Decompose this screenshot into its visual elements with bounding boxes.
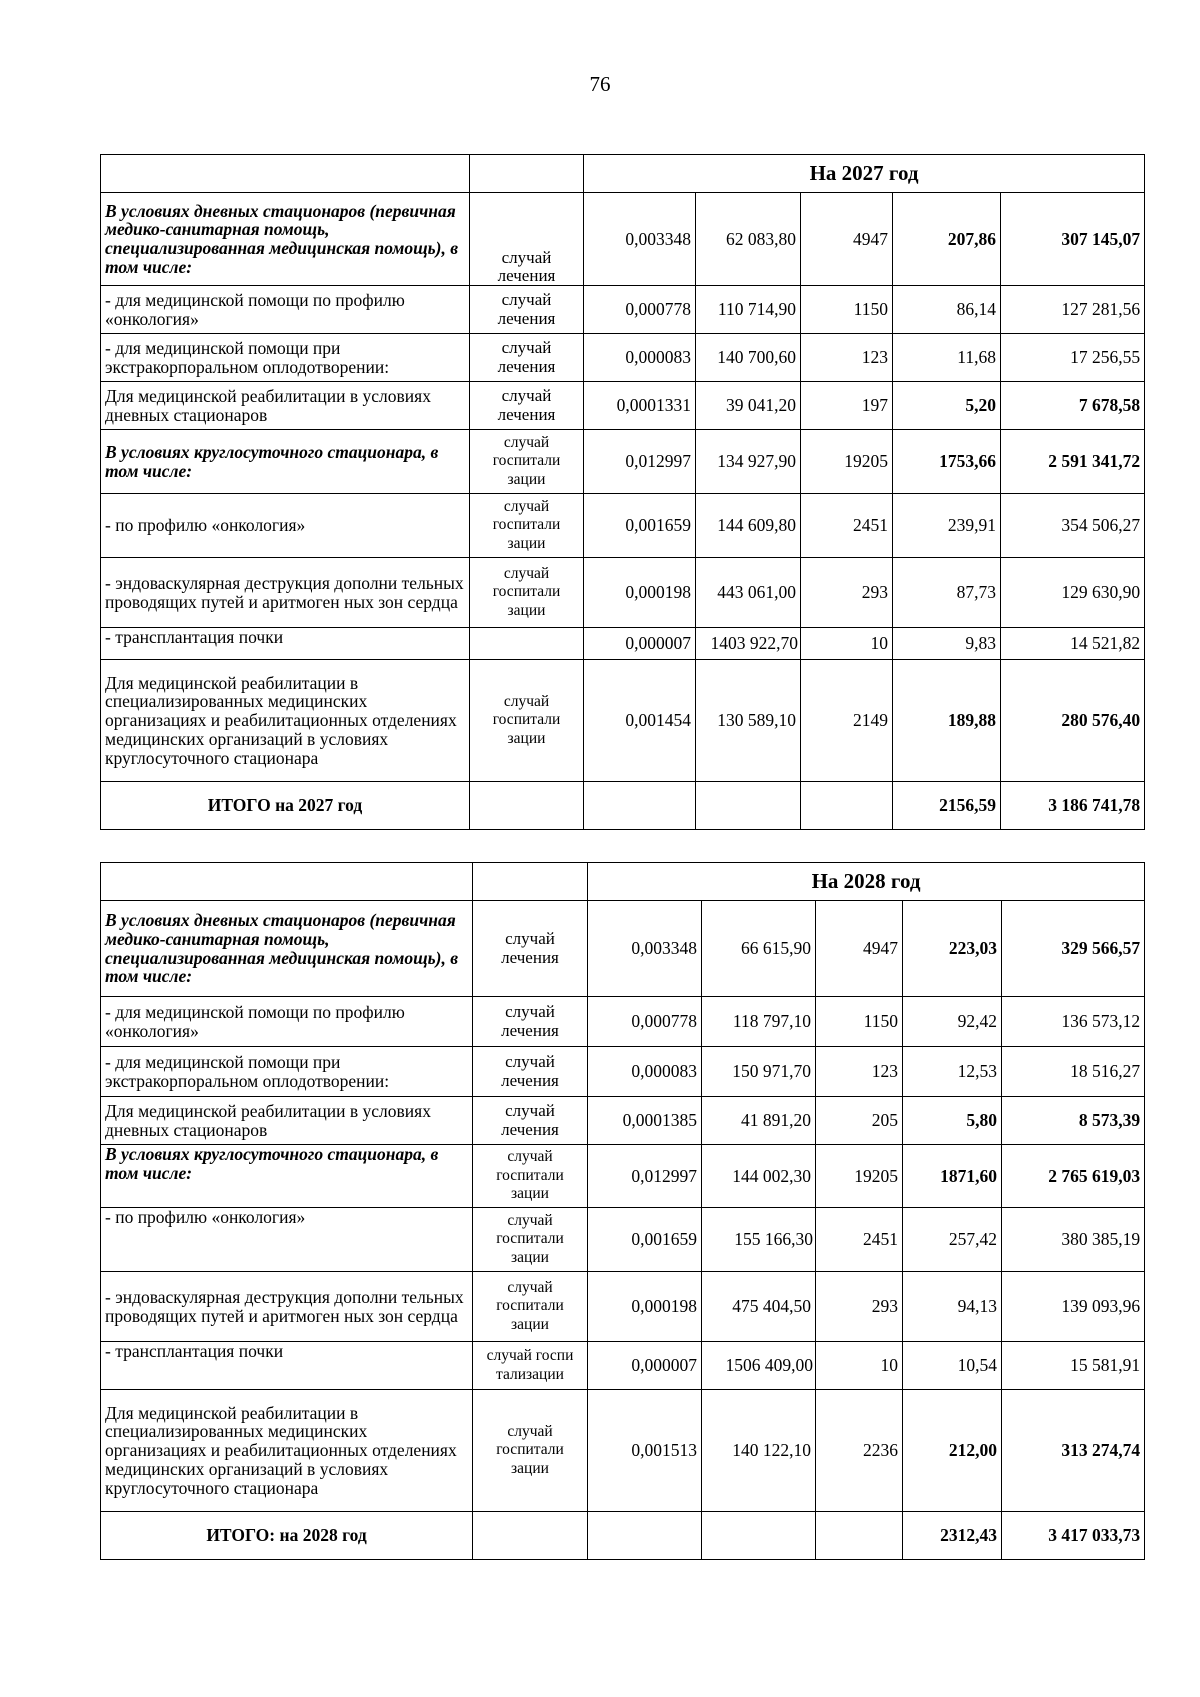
table-row xyxy=(101,997,1145,1047)
row-cost: 62 083,80 xyxy=(696,193,801,286)
row-name: - для медицинской помощи при экстракорпоральном оплодотворении: xyxy=(101,334,470,382)
header-empty-cell xyxy=(101,863,473,901)
empty-cell xyxy=(801,782,893,830)
row-rate: 0,000198 xyxy=(584,558,696,628)
header-empty-cell xyxy=(470,155,584,193)
row-volume: 2451 xyxy=(816,1208,903,1272)
row-total: 127 281,56 xyxy=(1001,286,1145,334)
row-name: - трансплантация почки xyxy=(101,628,470,660)
row-rate: 0,001659 xyxy=(588,1208,702,1272)
row-rate: 0,012997 xyxy=(584,430,696,494)
row-rate: 0,000778 xyxy=(584,286,696,334)
row-total: 313 274,74 xyxy=(1002,1390,1145,1512)
row-rate: 0,001659 xyxy=(584,494,696,558)
row-unit: случай лечения xyxy=(473,1047,588,1097)
row-per-capita: 10,54 xyxy=(903,1342,1002,1390)
page-number: 76 xyxy=(589,72,611,96)
total-amount: 3 417 033,73 xyxy=(1002,1512,1145,1560)
year-header: На 2028 год xyxy=(588,863,1145,901)
row-per-capita: 257,42 xyxy=(903,1208,1002,1272)
row-cost: 118 797,10 xyxy=(702,997,816,1047)
row-volume: 2236 xyxy=(816,1390,903,1512)
row-volume: 19205 xyxy=(801,430,893,494)
row-total: 280 576,40 xyxy=(1001,660,1145,782)
row-total: 7 678,58 xyxy=(1001,382,1145,430)
table-row xyxy=(101,494,1145,558)
table-row xyxy=(101,1390,1145,1512)
table-row xyxy=(101,1097,1145,1145)
row-volume: 1150 xyxy=(801,286,893,334)
empty-cell xyxy=(473,1512,588,1560)
row-cost: 39 041,20 xyxy=(696,382,801,430)
row-name: В условиях круглосуточного стационара, в том числе: xyxy=(101,1145,473,1208)
row-rate: 0,003348 xyxy=(588,901,702,997)
row-name: - эндоваскулярная деструкция дополни тельных проводящих путей и аритмоген ных зон сердца xyxy=(101,558,470,628)
empty-cell xyxy=(470,782,584,830)
row-per-capita: 92,42 xyxy=(903,997,1002,1047)
row-total: 380 385,19 xyxy=(1002,1208,1145,1272)
row-per-capita: 1753,66 xyxy=(893,430,1001,494)
table-row xyxy=(101,334,1145,382)
row-total: 354 506,27 xyxy=(1001,494,1145,558)
row-cost: 140 122,10 xyxy=(702,1390,816,1512)
row-cost: 110 714,90 xyxy=(696,286,801,334)
empty-cell xyxy=(696,782,801,830)
row-rate: 0,000083 xyxy=(584,334,696,382)
row-unit: случай госпитали зации xyxy=(473,1145,588,1208)
row-rate: 0,012997 xyxy=(588,1145,702,1208)
row-per-capita: 86,14 xyxy=(893,286,1001,334)
row-cost: 475 404,50 xyxy=(702,1272,816,1342)
table-row xyxy=(101,1208,1145,1272)
table-row xyxy=(101,1047,1145,1097)
row-unit: случай лечения xyxy=(470,382,584,430)
table-2027 xyxy=(100,154,1145,830)
row-cost: 443 061,00 xyxy=(696,558,801,628)
row-total: 129 630,90 xyxy=(1001,558,1145,628)
row-total: 139 093,96 xyxy=(1002,1272,1145,1342)
year-header: На 2027 год xyxy=(584,155,1145,193)
row-per-capita: 5,80 xyxy=(903,1097,1002,1145)
row-volume: 123 xyxy=(816,1047,903,1097)
row-volume: 19205 xyxy=(816,1145,903,1208)
total-amount: 3 186 741,78 xyxy=(1001,782,1145,830)
total-label: ИТОГО на 2027 год xyxy=(101,782,470,830)
row-per-capita: 87,73 xyxy=(893,558,1001,628)
row-volume: 205 xyxy=(816,1097,903,1145)
row-total: 14 521,82 xyxy=(1001,628,1145,660)
row-unit: случай госпитали зации xyxy=(470,430,584,494)
row-total: 18 516,27 xyxy=(1002,1047,1145,1097)
row-total: 2 591 341,72 xyxy=(1001,430,1145,494)
row-cost: 1403 922,70 xyxy=(696,628,801,660)
row-rate: 0,000007 xyxy=(584,628,696,660)
table-header-row xyxy=(101,863,1145,901)
row-volume: 197 xyxy=(801,382,893,430)
row-name: Для медицинской реабилитации в условиях дневных стационаров xyxy=(101,1097,473,1145)
row-volume: 10 xyxy=(801,628,893,660)
row-unit: случай лечения xyxy=(470,193,584,286)
row-unit: случай лечения xyxy=(473,997,588,1047)
empty-cell xyxy=(816,1512,903,1560)
row-cost: 130 589,10 xyxy=(696,660,801,782)
row-total: 8 573,39 xyxy=(1002,1097,1145,1145)
row-unit: случай госпитали зации xyxy=(470,558,584,628)
table-header-row xyxy=(101,155,1145,193)
row-cost: 66 615,90 xyxy=(702,901,816,997)
row-volume: 4947 xyxy=(816,901,903,997)
row-rate: 0,001454 xyxy=(584,660,696,782)
row-name: - для медицинской помощи по профилю «онкология» xyxy=(101,286,470,334)
row-volume: 10 xyxy=(816,1342,903,1390)
row-name: Для медицинской реабилитации в специализированных медицинских организациях и реабилитационных отделениях медицинских организаций в условиях круглосуточного стационара xyxy=(101,660,470,782)
row-total: 17 256,55 xyxy=(1001,334,1145,382)
total-per-capita: 2156,59 xyxy=(893,782,1001,830)
row-rate: 0,001513 xyxy=(588,1390,702,1512)
row-cost: 155 166,30 xyxy=(702,1208,816,1272)
row-unit: случай лечения xyxy=(470,334,584,382)
table-row xyxy=(101,1342,1145,1390)
total-row xyxy=(101,1512,1145,1560)
row-per-capita: 223,03 xyxy=(903,901,1002,997)
row-total: 15 581,91 xyxy=(1002,1342,1145,1390)
total-label: ИТОГО: на 2028 год xyxy=(101,1512,473,1560)
row-cost: 134 927,90 xyxy=(696,430,801,494)
row-name: Для медицинской реабилитации в специализированных медицинских организациях и реабилитационных отделениях медицинских организаций в условиях круглосуточного стационара xyxy=(101,1390,473,1512)
table-row xyxy=(101,628,1145,660)
empty-cell xyxy=(584,782,696,830)
row-rate: 0,000083 xyxy=(588,1047,702,1097)
row-per-capita: 207,86 xyxy=(893,193,1001,286)
row-per-capita: 11,68 xyxy=(893,334,1001,382)
row-per-capita: 189,88 xyxy=(893,660,1001,782)
header-empty-cell xyxy=(101,155,470,193)
row-name: В условиях дневных стационаров (первичная медико-санитарная помощь, специализированная медицинская помощь), в том числе: xyxy=(101,901,473,997)
row-volume: 1150 xyxy=(816,997,903,1047)
row-total: 307 145,07 xyxy=(1001,193,1145,286)
row-unit: случай лечения xyxy=(470,286,584,334)
table-row xyxy=(101,193,1145,286)
row-rate: 0,003348 xyxy=(584,193,696,286)
row-total: 136 573,12 xyxy=(1002,997,1145,1047)
row-total: 2 765 619,03 xyxy=(1002,1145,1145,1208)
row-volume: 293 xyxy=(801,558,893,628)
row-cost: 150 971,70 xyxy=(702,1047,816,1097)
row-rate: 0,000778 xyxy=(588,997,702,1047)
row-name: - по профилю «онкология» xyxy=(101,494,470,558)
row-name: - эндоваскулярная деструкция дополни тельных проводящих путей и аритмоген ных зон сердца xyxy=(101,1272,473,1342)
row-per-capita: 239,91 xyxy=(893,494,1001,558)
empty-cell xyxy=(588,1512,702,1560)
row-volume: 293 xyxy=(816,1272,903,1342)
row-cost: 1506 409,00 xyxy=(702,1342,816,1390)
row-unit: случай лечения xyxy=(473,1097,588,1145)
row-unit: случай госпитали зации xyxy=(473,1208,588,1272)
row-volume: 2149 xyxy=(801,660,893,782)
row-volume: 4947 xyxy=(801,193,893,286)
row-name: Для медицинской реабилитации в условиях дневных стационаров xyxy=(101,382,470,430)
row-unit xyxy=(470,628,584,660)
row-rate: 0,0001385 xyxy=(588,1097,702,1145)
row-name: - для медицинской помощи по профилю «онкология» xyxy=(101,997,473,1047)
table-row xyxy=(101,660,1145,782)
row-per-capita: 9,83 xyxy=(893,628,1001,660)
table-row xyxy=(101,430,1145,494)
row-name: В условиях круглосуточного стационара, в том числе: xyxy=(101,430,470,494)
table-row xyxy=(101,1272,1145,1342)
row-name: В условиях дневных стационаров (первичная медико-санитарная помощь, специализированная медицинская помощь), в том числе: xyxy=(101,193,470,286)
row-per-capita: 212,00 xyxy=(903,1390,1002,1512)
row-unit: случай лечения xyxy=(473,901,588,997)
row-per-capita: 1871,60 xyxy=(903,1145,1002,1208)
row-per-capita: 94,13 xyxy=(903,1272,1002,1342)
table-row xyxy=(101,1145,1145,1208)
row-rate: 0,000198 xyxy=(588,1272,702,1342)
row-per-capita: 5,20 xyxy=(893,382,1001,430)
row-name: - трансплантация почки xyxy=(101,1342,473,1390)
row-cost: 144 002,30 xyxy=(702,1145,816,1208)
total-row xyxy=(101,782,1145,830)
row-unit: случай госпитали зации xyxy=(470,660,584,782)
total-per-capita: 2312,43 xyxy=(903,1512,1002,1560)
row-unit: случай госпитали зации xyxy=(473,1390,588,1512)
row-volume: 2451 xyxy=(801,494,893,558)
table-row xyxy=(101,901,1145,997)
row-volume: 123 xyxy=(801,334,893,382)
row-unit: случай госпи тализации xyxy=(473,1342,588,1390)
row-cost: 144 609,80 xyxy=(696,494,801,558)
row-per-capita: 12,53 xyxy=(903,1047,1002,1097)
table-row xyxy=(101,558,1145,628)
row-cost: 140 700,60 xyxy=(696,334,801,382)
header-empty-cell xyxy=(473,863,588,901)
row-total: 329 566,57 xyxy=(1002,901,1145,997)
row-cost: 41 891,20 xyxy=(702,1097,816,1145)
table-row xyxy=(101,286,1145,334)
row-name: - по профилю «онкология» xyxy=(101,1208,473,1272)
row-unit: случай госпитали зации xyxy=(473,1272,588,1342)
row-name: - для медицинской помощи при экстракорпоральном оплодотворении: xyxy=(101,1047,473,1097)
table-2028 xyxy=(100,862,1145,1560)
table-row xyxy=(101,382,1145,430)
row-rate: 0,0001331 xyxy=(584,382,696,430)
row-unit: случай госпитали зации xyxy=(470,494,584,558)
empty-cell xyxy=(702,1512,816,1560)
row-rate: 0,000007 xyxy=(588,1342,702,1390)
